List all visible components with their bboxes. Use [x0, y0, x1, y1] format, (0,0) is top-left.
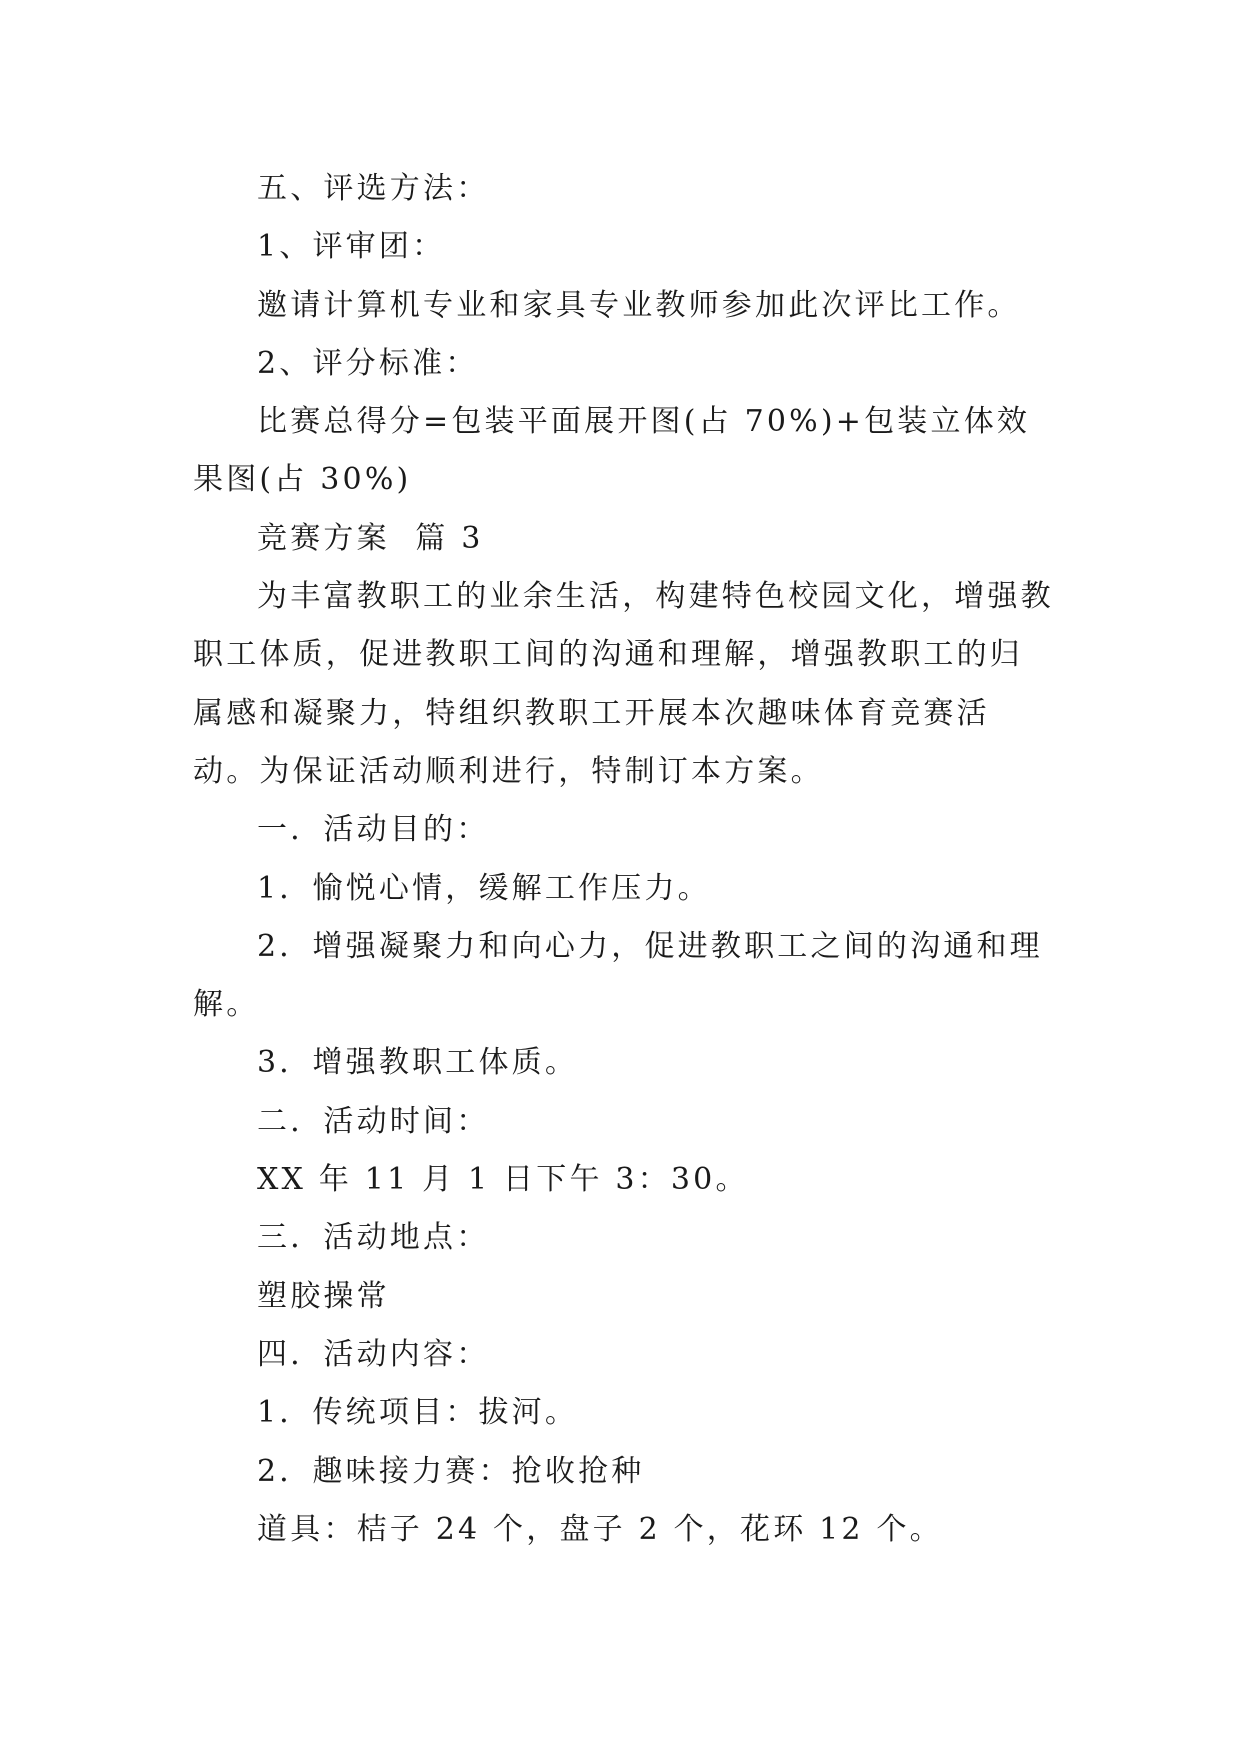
paragraph-activity-location: 塑胶操常: [257, 1278, 390, 1314]
subheading-jury: 1、评审团：: [257, 229, 446, 265]
list-item-content-1: 1．传统项目：拔河。: [257, 1395, 579, 1431]
paragraph-activity-time: XX 年 11 月 1 日下午 3：30。: [257, 1162, 749, 1198]
heading-activity-purpose: 一．活动目的：: [257, 812, 490, 848]
section-heading-evaluation-method: 五、评选方法：: [257, 171, 490, 206]
section-title-plan-3: 竞赛方案 篇 3: [257, 520, 484, 556]
paragraph-scoring-formula: 比赛总得分=包装平面展开图(占 70%)+包装立体效果图(占 30%): [193, 404, 1031, 498]
heading-activity-location: 三．活动地点：: [257, 1220, 490, 1256]
paragraph-props: 道具：桔子 24 个，盘子 2 个，花环 12 个。: [257, 1511, 943, 1547]
list-item-purpose-1: 1．愉悦心情，缓解工作压力。: [257, 870, 711, 906]
paragraph-introduction: 为丰富教职工的业余生活，构建特色校园文化，增强教职工体质，促进教职工间的沟通和理解，增强教职工的归属感和凝聚力，特组织教职工开展本次趣味体育竞赛活动。为保证活动顺利进行，特制订本方案。: [193, 579, 1054, 789]
document-body: [193, 160, 1055, 1559]
list-item-purpose-3: 3．增强教职工体质。: [257, 1045, 579, 1081]
subheading-scoring-standard: 2、评分标准：: [257, 345, 479, 381]
heading-activity-content: 四．活动内容：: [257, 1336, 490, 1372]
paragraph-jury-invite: 邀请计算机专业和家具专业教师参加此次评比工作。: [257, 287, 1021, 323]
heading-activity-time: 二．活动时间：: [257, 1103, 490, 1139]
list-item-content-2: 2．趣味接力赛：抢收抢种: [257, 1453, 645, 1489]
list-item-purpose-2: 2．增强凝聚力和向心力，促进教职工之间的沟通和理解。: [193, 928, 1043, 1023]
